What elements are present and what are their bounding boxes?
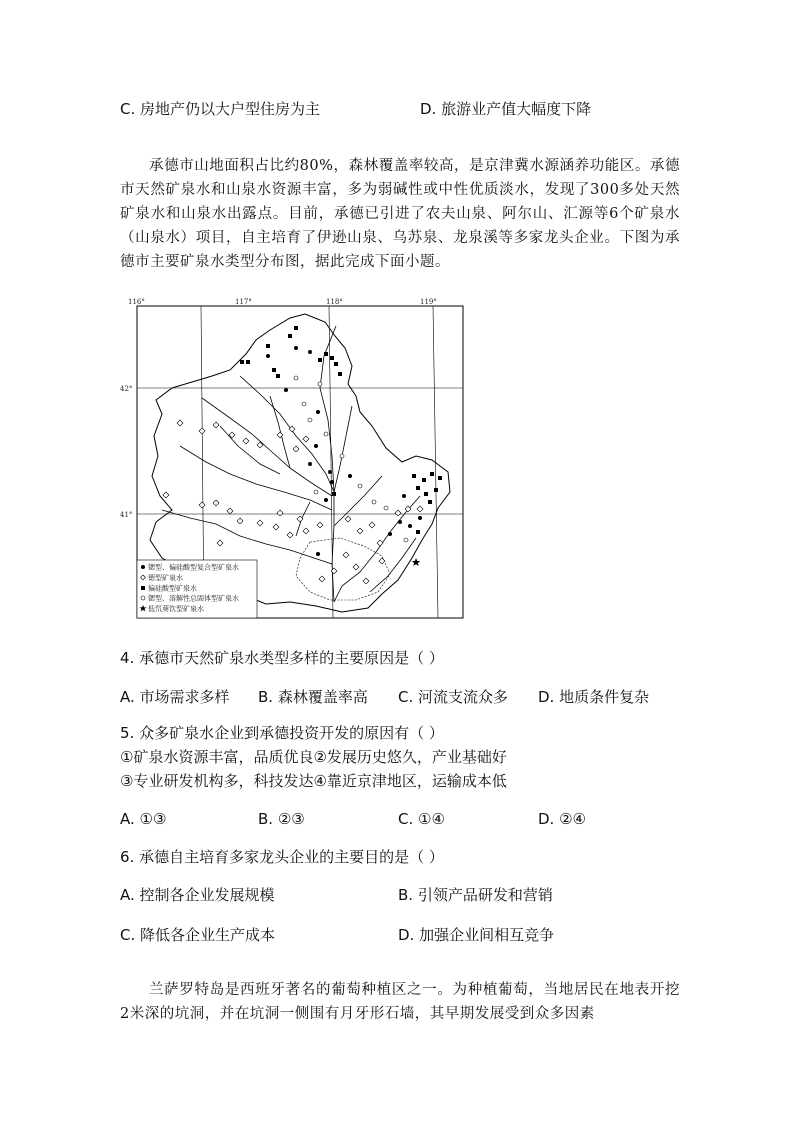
q5-option-a: A. ①③ xyxy=(120,810,167,828)
q6-stem: 6. 承德自主培育多家龙头企业的主要目的是（ ） xyxy=(120,848,444,866)
q5-statement-line2: ③专业研发机构多，科技发达④靠近京津地区，运输成本低 xyxy=(120,772,507,790)
q3-option-c: C. 房地产仍以大户型住房为主 xyxy=(120,100,321,118)
q6-option-a: A. 控制各企业发展规模 xyxy=(120,886,275,904)
lon-label-116: 116° xyxy=(128,298,145,306)
q4-option-d: D. 地质条件复杂 xyxy=(538,688,650,706)
q5-option-d: D. ②④ xyxy=(538,810,586,828)
q6-option-b: B. 引领产品研发和营销 xyxy=(398,886,553,904)
legend-label-3: 锶型、溶解性总固体型矿泉水 xyxy=(148,594,239,603)
legend-label-4: 低氘葵饮型矿泉水 xyxy=(148,605,204,613)
q5-stem: 5. 众多矿泉水企业到承德投资开发的原因有（ ） xyxy=(120,724,444,742)
lon-label-119: 119° xyxy=(420,298,437,306)
q5-statement-line1: ①矿泉水资源丰富，品质优良②发展历史悠久，产业基础好 xyxy=(120,748,507,766)
q4-option-c: C. 河流支流众多 xyxy=(398,688,509,706)
legend-label-0: 锶型、偏硅酸型复合型矿泉水 xyxy=(148,563,239,572)
q4-stem: 4. 承德市天然矿泉水类型多样的主要原因是（ ） xyxy=(120,649,444,667)
mineral-water-map xyxy=(120,296,466,622)
q6-option-c: C. 降低各企业生产成本 xyxy=(120,926,276,944)
lon-label-118: 118° xyxy=(326,298,343,306)
q3-option-d: D. 旅游业产值大幅度下降 xyxy=(420,100,592,118)
q4-option-b: B. 森林覆盖率高 xyxy=(258,688,368,706)
lon-label-117: 117° xyxy=(235,298,252,306)
q6-option-d: D. 加强企业间相互竞争 xyxy=(398,926,555,944)
legend-label-2: 偏硅酸型矿泉水 xyxy=(148,584,197,593)
passage-chengde-text: 承德市山地面积占比约80%，森林覆盖率较高，是京津冀水源涵养功能区。承德市天然矿泉水和山泉水资源丰富，多为弱碱性或中性优质淡水，发现了300多处天然矿泉水和山泉水出露点。目前，承德已引进了农夫山泉、阿尔山、汇源等6个矿泉水（山泉水）项目，自主培育了伊逊山泉、乌苏泉、龙泉溪等多家龙头企业。下图为承德市主要矿泉水类型分布图，据此完成下面小题。 xyxy=(120,158,680,270)
q4-option-a: A. 市场需求多样 xyxy=(120,688,230,706)
legend-label-1: 锶型矿泉水 xyxy=(148,574,183,582)
q5-option-b: B. ②③ xyxy=(258,810,305,828)
passage-lanzarote-text: 兰萨罗特岛是西班牙著名的葡萄种植区之一。为种植葡萄，当地居民在地表开挖2米深的坑洞，并在坑洞一侧围有月牙形石墙，其早期发展受到众多因素 xyxy=(120,982,680,1022)
lat-label-42: 42° xyxy=(120,385,133,393)
map-legend xyxy=(137,560,257,618)
passage-chengde xyxy=(120,154,680,274)
lat-label-41: 41° xyxy=(120,511,133,519)
q5-option-c: C. ①④ xyxy=(398,810,445,828)
passage-lanzarote xyxy=(120,978,680,1026)
